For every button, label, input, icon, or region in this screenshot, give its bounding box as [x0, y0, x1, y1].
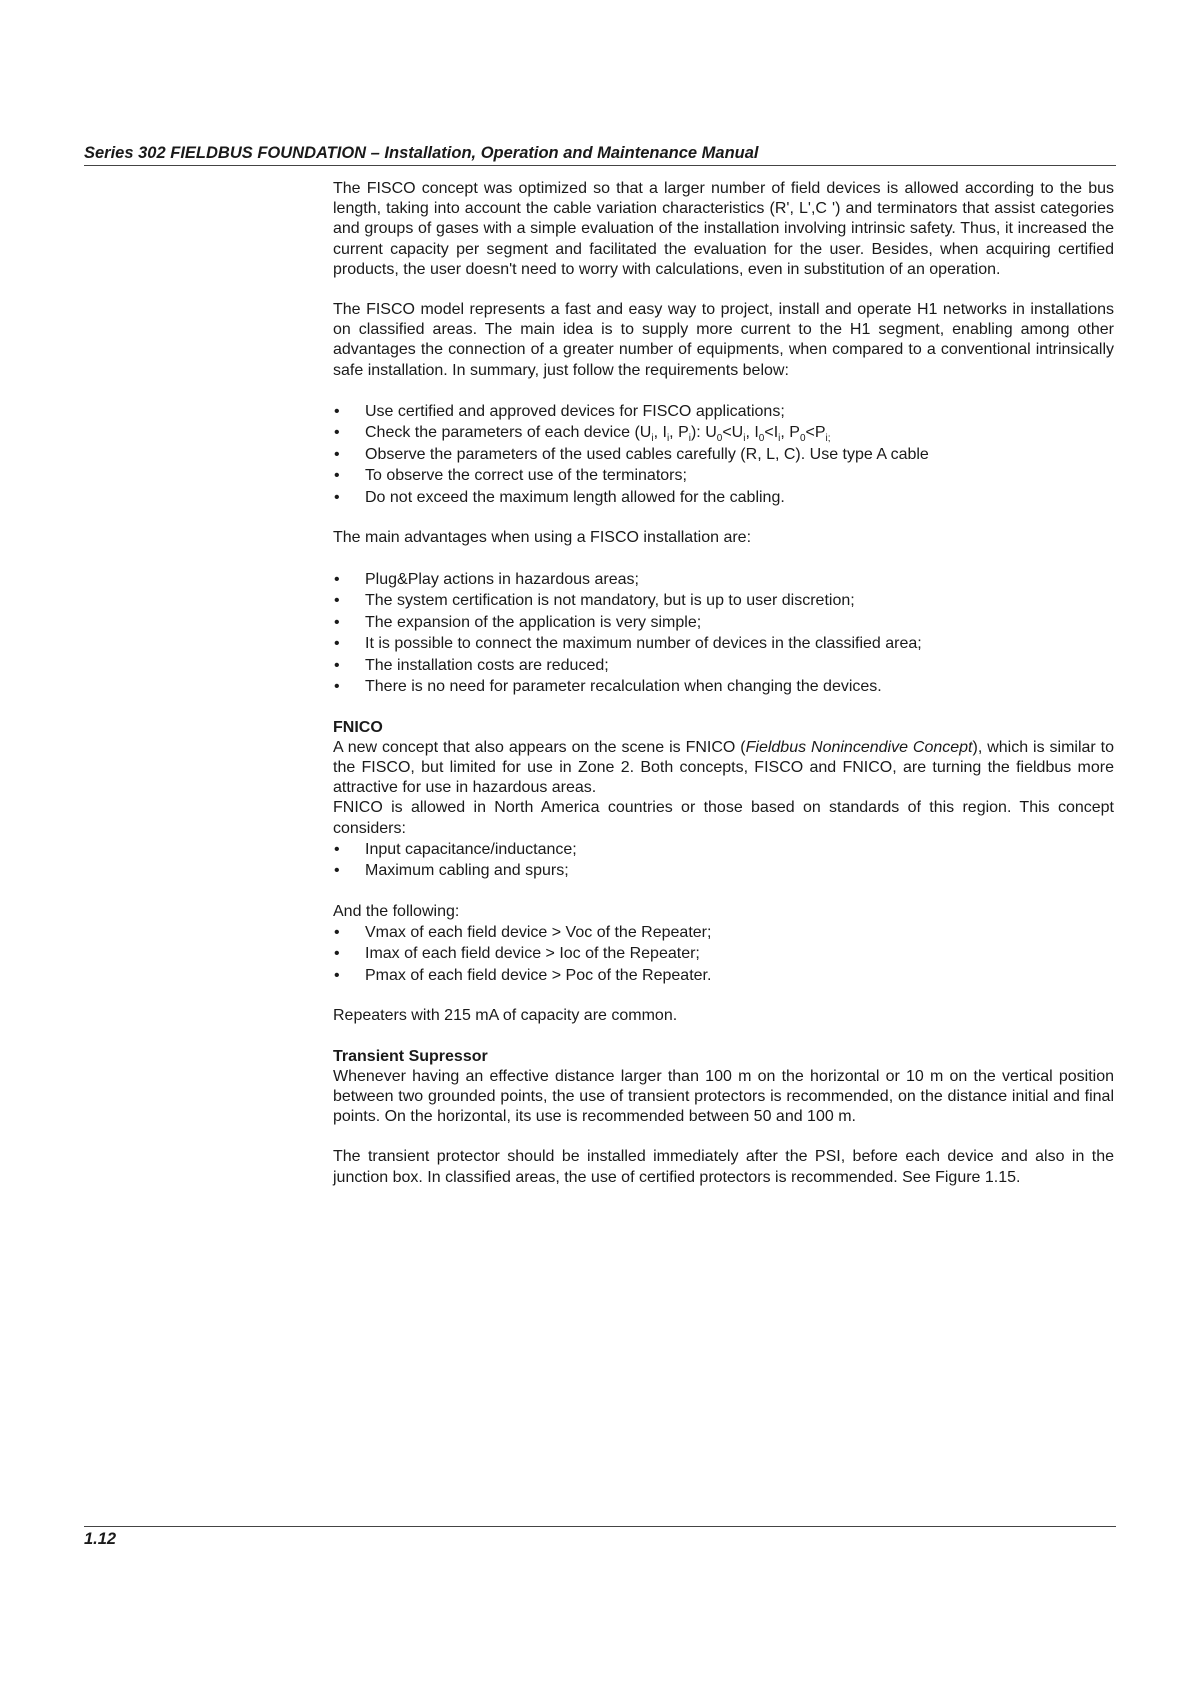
subscript: i; — [825, 433, 831, 445]
repeaters-paragraph: Repeaters with 215 mA of capacity are common. — [333, 1007, 678, 1025]
requirement-text: <I — [764, 424, 779, 442]
subscript: 0 — [799, 433, 806, 445]
subscript: i — [743, 433, 746, 445]
footer-divider — [84, 1526, 1116, 1527]
fnico-full-name: Fieldbus Nonincendive Concept — [745, 738, 973, 756]
page-content — [333, 179, 1114, 1208]
requirement-text: <U — [722, 424, 744, 442]
fisco-model-paragraph: The FISCO model represents a fast and easy way to project, install and operate H1 networks in installations on classified areas. The main idea is to supply more current to the H1 segment, enabling among other advantages the connection of a greater number of equipments, when compared to a conventional intrinsically safe installation. In summary, just follow the requirements below: — [333, 301, 1114, 379]
subscript: 0 — [716, 433, 723, 445]
page-header: Series 302 FIELDBUS FOUNDATION – Installation, Operation and Maintenance Manual — [84, 142, 1116, 166]
requirement-item: • Use certified and approved devices for FISCO applications; — [333, 401, 1114, 423]
advantage-item: • There is no need for parameter recalculation when changing the devices. — [333, 676, 1114, 698]
requirement-text: ): U — [690, 424, 717, 442]
fnico-considers-list — [333, 839, 1114, 882]
transient-heading: Transient Supressor — [333, 1047, 488, 1065]
fisco-intro-paragraph: The FISCO concept was optimized so that a larger number of field devices is allowed according to the bus length, taking into account the cable variation characteristics (R', L',C ') and terminators that assist categories and groups of gases with a simple evaluation of the installation involving intrinsic safety. Thus, it increased the current capacity per segment and facilitated the evaluation for the user. Besides, when acquiring certified products, the user doesn't need to worry with calculations, even in substitution of an operation. — [333, 180, 1114, 278]
subscript: 0 — [758, 433, 765, 445]
advantage-item: • Plug&Play actions in hazardous areas; — [333, 569, 1114, 591]
following-item: • Pmax of each field device > Poc of the Repeater. — [333, 965, 1114, 987]
fnico-text: A new concept that also appears on the scene is FNICO ( — [333, 738, 746, 756]
considers-item: • Input capacitance/inductance; — [333, 839, 1114, 861]
page-number: 1.12 — [84, 1530, 117, 1548]
advantage-item: • The system certification is not mandatory, but is up to user discretion; — [333, 590, 1114, 612]
requirement-text: , P — [669, 424, 689, 442]
requirement-text: Check the parameters of each device (U — [365, 424, 652, 442]
transient-protector-paragraph: The transient protector should be installed immediately after the PSI, before each device and also in the junction box. In classified areas, the use of certified protectors is recommended. See Figure 1.15. — [333, 1148, 1114, 1186]
transient-paragraph: Whenever having an effective distance larger than 100 m on the horizontal or 10 m on the vertical position between two grounded points, the use of transient protectors is recommended, on the distance initial and final points. On the horizontal, its use is recommended between 50 and 100 m. — [333, 1067, 1114, 1126]
advantages-list — [333, 569, 1114, 698]
subscript: i — [688, 433, 691, 445]
following-intro: And the following: — [333, 902, 460, 920]
requirement-item: • To observe the correct use of the terminators; — [333, 465, 1114, 487]
advantage-item: • It is possible to connect the maximum number of devices in the classified area; — [333, 633, 1114, 655]
requirement-item: • Do not exceed the maximum length allowed for the cabling. — [333, 487, 1114, 509]
following-list — [333, 922, 1114, 987]
fnico-paragraph — [333, 738, 1114, 799]
requirement-text: , I — [745, 424, 759, 442]
advantage-item: • The installation costs are reduced; — [333, 655, 1114, 677]
fnico-heading: FNICO — [333, 718, 383, 736]
fnico-text: ), which is similar to the FISCO, but limited for use in Zone 2. Both concepts, FISCO and FNICO, are turning the fieldbus more attractive for use in hazardous areas. — [333, 738, 1115, 797]
requirement-text: , P — [780, 424, 800, 442]
subscript: i — [651, 433, 654, 445]
following-item: • Imax of each field device > Ioc of the Repeater; — [333, 943, 1114, 965]
requirement-item: • Observe the parameters of the used cables carefully (R, L, C). Use type A cable — [333, 444, 1114, 466]
subscript: i — [666, 433, 670, 445]
advantage-item: • The expansion of the application is very simple; — [333, 612, 1114, 634]
requirement-text: , I — [653, 424, 667, 442]
requirement-text: <P — [805, 424, 826, 442]
considers-item: • Maximum cabling and spurs; — [333, 860, 1114, 882]
requirements-list — [333, 401, 1114, 509]
advantages-intro: The main advantages when using a FISCO installation are: — [333, 529, 752, 547]
requirement-item — [333, 422, 1114, 444]
fnico-region-paragraph: FNICO is allowed in North America countries or those based on standards of this region. This concept considers: — [333, 799, 1114, 837]
following-item: • Vmax of each field device > Voc of the Repeater; — [333, 922, 1114, 944]
subscript: i — [778, 433, 781, 445]
